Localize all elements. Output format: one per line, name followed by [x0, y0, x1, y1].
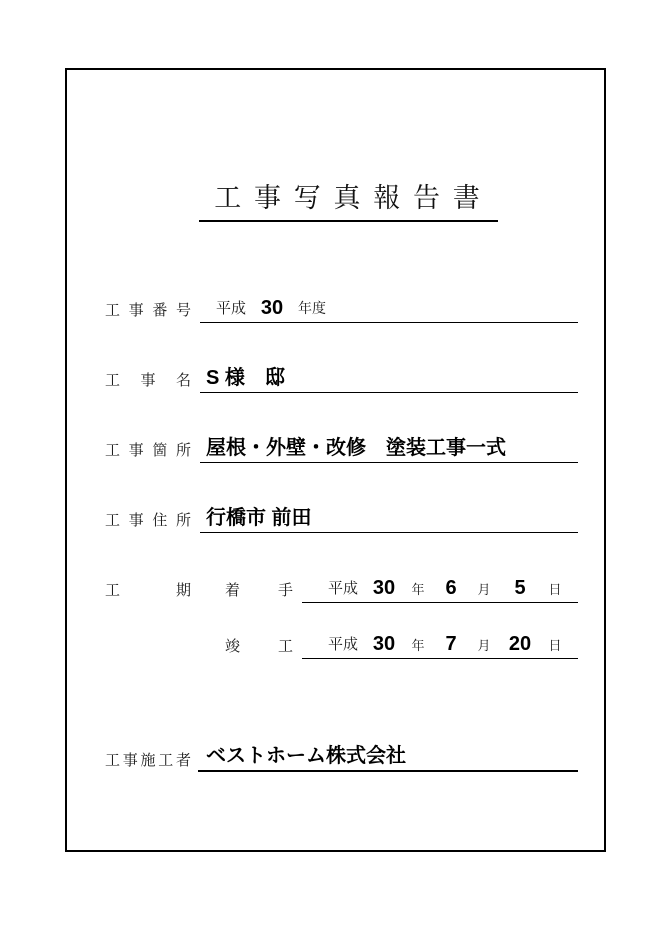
end-day-value: 20	[508, 633, 532, 655]
construction-section-value-line	[200, 433, 578, 463]
period-start-date-line	[302, 573, 578, 603]
era-text: 平成	[328, 581, 359, 597]
construction-name-value-line	[200, 363, 578, 393]
end-month-value: 7	[445, 633, 457, 655]
month-unit: 月	[477, 638, 491, 653]
construction-number-value-line	[200, 293, 578, 323]
construction-section-label: 工 事 箇 所	[105, 443, 191, 459]
construction-name-value: S 様 邸	[206, 367, 285, 389]
day-unit: 日	[548, 638, 562, 653]
start-year-value: 30	[372, 577, 396, 599]
contractor-value-line	[198, 742, 578, 772]
construction-address-label: 工 事 住 所	[105, 513, 191, 529]
construction-section-value: 屋根・外壁・改修 塗装工事一式	[206, 437, 506, 459]
end-year-value: 30	[372, 633, 396, 655]
report-title: 工 事 写 真 報 告 書	[199, 182, 498, 222]
month-unit: 月	[477, 582, 491, 597]
year-unit: 年	[411, 582, 425, 597]
day-unit: 日	[548, 582, 562, 597]
period-start-label: 着 手	[225, 583, 293, 599]
start-day-value: 5	[514, 577, 526, 599]
construction-name-label: 工 事 名	[105, 373, 191, 389]
era-text: 平成	[328, 637, 359, 653]
start-month-value: 6	[445, 577, 457, 599]
fiscal-year-value: 30	[260, 297, 284, 319]
year-unit: 年	[411, 638, 425, 653]
contractor-label: 工事施工者	[105, 753, 191, 769]
fiscal-year-unit: 年度	[298, 302, 326, 317]
construction-address-value: 行橋市 前田	[206, 507, 312, 529]
construction-number-label: 工 事 番 号	[105, 303, 191, 319]
construction-period-label: 工 期	[105, 583, 191, 599]
period-end-label: 竣 工	[225, 639, 293, 655]
construction-address-value-line	[200, 503, 578, 533]
period-end-date-line	[302, 629, 578, 659]
contractor-value: ベストホーム株式会社	[206, 745, 406, 767]
era-text: 平成	[216, 301, 247, 317]
